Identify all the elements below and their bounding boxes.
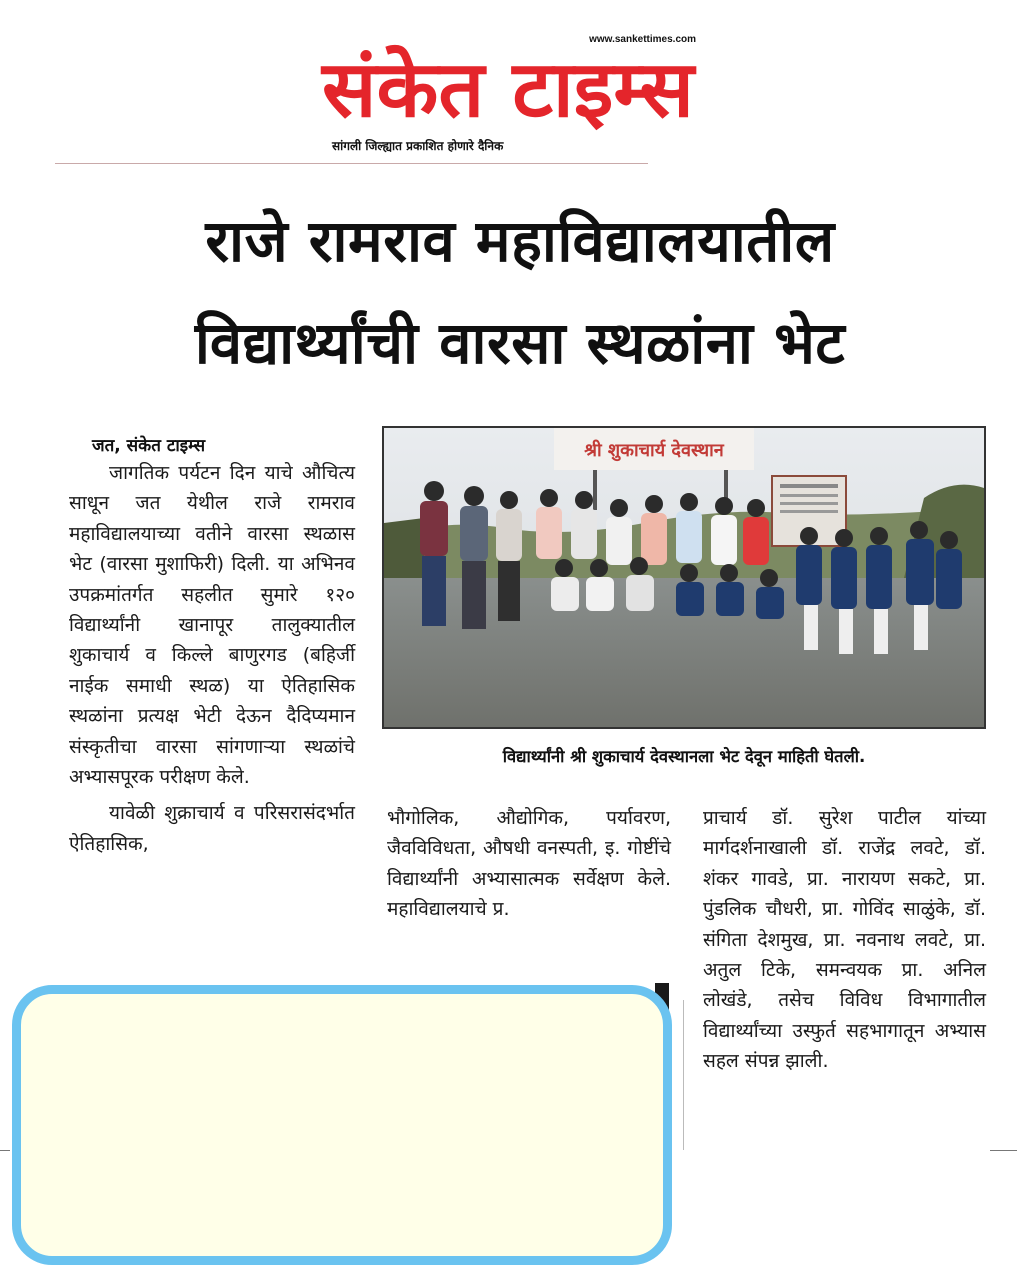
masthead-tagline: सांगली जिल्ह्यात प्रकाशित होणारे दैनिक [332, 139, 504, 153]
site-url[interactable]: www.sankettimes.com [589, 34, 696, 45]
column3-paragraph: प्राचार्य डॉ. सुरेश पाटील यांच्या मार्गदर्शनाखाली डॉ. राजेंद्र लवटे, डॉ. शंकर गावडे, प्रा. नारायण सकटे, प्रा. पुंडलिक चौधरी, प्रा. गोविंद साळुंके, डॉ. संगिता देशमुख, प्रा. नवनाथ लवटे, प्रा. अतुल टिके, समन्वयक प्रा. अनिल लोखंडे, तसेच विविध विभागातील विद्यार्थ्यांच्या उस्फुर्त सहभागातून अभ्यास सहल संपन्न झाली. [703, 807, 986, 1073]
article-column-1 [69, 458, 355, 859]
column1-paragraph-1: जागतिक पर्यटन दिन याचे औचित्य साधून जत येथील राजे रामराव महाविद्यालयाच्या वतीने वारसा स्थळास भेट (वारसा मुशाफिरी) दिली. या अभिनव उपक्रमांतर्गत सहलीत सुमारे १२० विद्यार्थ्यांनी खानापूर तालुक्यातील शुकाचार्य व किल्ले बाणुरगड (बहिर्जी नाईक समाधी स्थळ) या ऐतिहासिक स्थळांना प्रत्यक्ष भेटी देऊन दैदिप्यमान संस्कृतीचा वारसा सांगणाऱ्या स्थळांचे अभ्यासपूरक परीक्षण केले. [69, 462, 355, 789]
note-overlay-panel [12, 985, 672, 1265]
photo-caption: विद्यार्थ्यांनी श्री शुकाचार्य देवस्थानला भेट देवून माहिती घेतली. [502, 747, 866, 766]
newspaper-logo [318, 34, 698, 134]
article-column-2 [387, 803, 671, 925]
group-photo [382, 426, 986, 729]
logo-text: संकेत टाइम्स [322, 45, 683, 134]
page-edge-line-right [990, 1150, 1017, 1151]
column-divider [683, 1000, 684, 1150]
page-edge-line-left [0, 1150, 10, 1151]
masthead [318, 20, 698, 155]
headline-line-1: राजे रामराव महाविद्यालयातील [205, 207, 835, 275]
dateline: जत, संकेत टाइम्स [92, 436, 206, 456]
group-photo-illustration [384, 428, 984, 727]
column2-paragraph: भौगोलिक, औद्योगिक, पर्यावरण, जैवविविधता, औषधी वनस्पती, इ. गोष्टींचे विद्यार्थ्यांनी अभ्यासात्मक सर्वेक्षण केले. महाविद्यालयाचे प्र. [387, 807, 671, 921]
masthead-divider [55, 163, 648, 164]
article-headline [30, 190, 1010, 394]
photo-sign-text: श्री शुकाचार्य देवस्थान [584, 440, 724, 461]
headline-line-2: विद्यार्थ्यांची वारसा स्थळांना भेट [194, 309, 846, 377]
column1-paragraph-2: यावेळी शुक्राचार्य व परिसरासंदर्भात ऐतिहासिक, [69, 802, 355, 855]
article-column-3 [703, 803, 986, 1077]
